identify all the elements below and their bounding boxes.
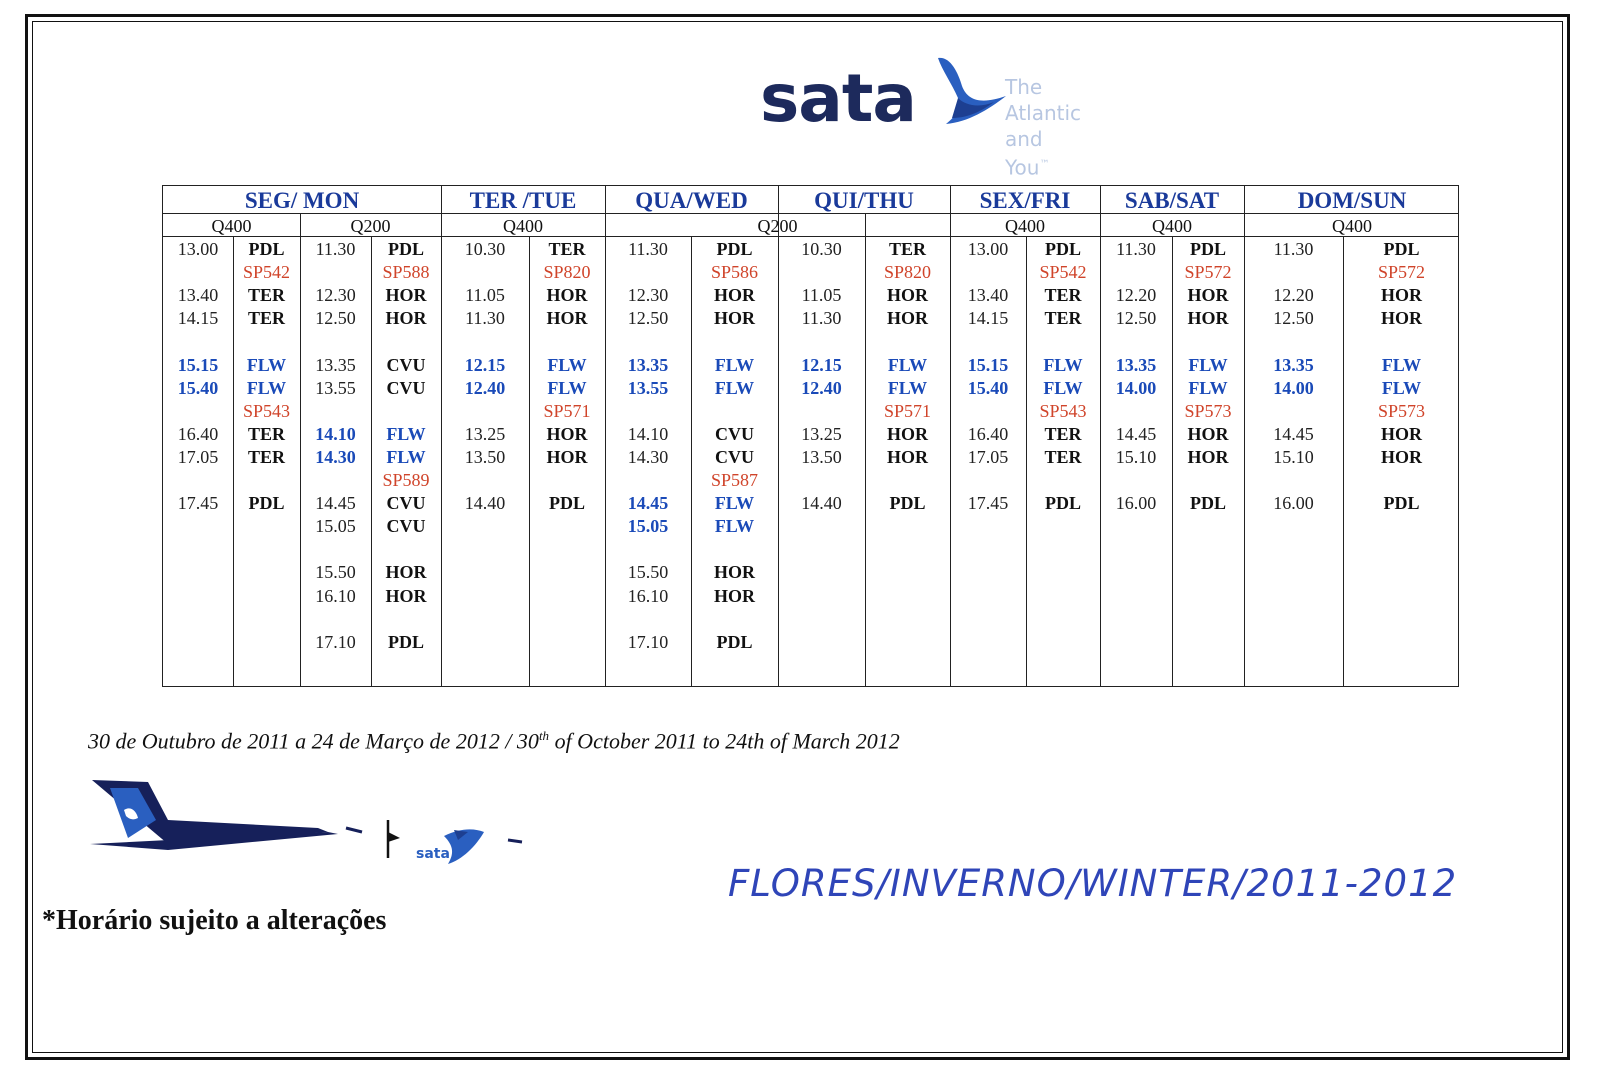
airport-code: CVU: [386, 516, 426, 537]
departure-time: 13.00: [177, 239, 219, 259]
departure-time: 13.00: [967, 239, 1009, 259]
day-header: TER /TUE: [469, 188, 577, 213]
day-header: QUI/THU: [814, 188, 914, 213]
aircraft-type: Q400: [1332, 216, 1372, 236]
departure-time: 16.10: [315, 585, 356, 606]
airport-code: FLW: [887, 354, 928, 375]
airport-code: HOR: [1187, 446, 1229, 467]
airport-code: PDL: [388, 239, 424, 259]
departure-time: 15.15: [177, 354, 219, 375]
airport-code: PDL: [388, 631, 424, 652]
airport-code: HOR: [546, 446, 588, 467]
departure-time: 11.30: [315, 239, 356, 259]
flight-number: SP542: [242, 262, 291, 283]
airport-code: TER: [247, 423, 285, 444]
airport-code: HOR: [1380, 423, 1422, 444]
departure-time: 13.55: [315, 377, 356, 398]
airport-code: PDL: [1190, 493, 1226, 514]
airport-code: FLW: [1043, 354, 1083, 375]
airport-code: HOR: [886, 446, 928, 467]
airport-code: CVU: [386, 493, 426, 514]
departure-time: 13.35: [315, 354, 356, 375]
departure-time: 14.30: [627, 446, 669, 467]
departure-time: 14.40: [801, 493, 842, 514]
airport-code: FLW: [386, 423, 426, 444]
departure-time: 12.20: [1115, 285, 1157, 306]
departure-time: 13.55: [627, 377, 669, 398]
flight-number: SP587: [710, 470, 759, 490]
departure-time: 11.30: [801, 308, 842, 329]
departure-time: 17.45: [967, 493, 1009, 514]
airport-code: HOR: [886, 308, 928, 329]
departure-time: 13.35: [1115, 354, 1157, 375]
departure-time: 11.05: [801, 285, 842, 306]
departure-time: 15.10: [1273, 446, 1314, 467]
departure-time: 12.30: [315, 285, 356, 306]
departure-time: 12.30: [627, 285, 669, 306]
departure-time: 14.00: [1115, 377, 1157, 398]
flight-number: SP588: [382, 262, 430, 283]
day-header: SAB/SAT: [1124, 188, 1220, 213]
day-header: SEX/FRI: [979, 188, 1071, 213]
departure-time: 13.35: [1273, 354, 1314, 375]
flight-number: SP820: [543, 262, 591, 283]
departure-time: 14.45: [315, 493, 356, 514]
airport-code: FLW: [1381, 354, 1422, 375]
airport-code: PDL: [549, 493, 585, 514]
departure-time: 14.45: [1115, 423, 1157, 444]
aircraft-type: Q200: [757, 216, 798, 236]
airport-code: HOR: [546, 423, 588, 444]
departure-time: 17.10: [627, 631, 669, 652]
departure-time: 10.30: [464, 239, 506, 259]
departure-time: 13.25: [464, 423, 506, 444]
departure-time: 16.00: [1115, 493, 1157, 514]
departure-time: 12.40: [801, 377, 842, 398]
airport-code: CVU: [386, 354, 426, 375]
departure-time: 15.50: [315, 562, 356, 583]
flight-number: SP572: [1184, 262, 1232, 283]
airport-code: FLW: [1043, 377, 1083, 398]
airport-code: HOR: [385, 285, 427, 306]
airport-code: HOR: [1187, 423, 1229, 444]
airport-code: HOR: [886, 423, 928, 444]
airport-code: HOR: [713, 308, 755, 329]
departure-time: 15.05: [315, 516, 356, 537]
airport-code: HOR: [385, 585, 427, 606]
airport-code: FLW: [1188, 377, 1228, 398]
departure-time: 12.15: [801, 354, 842, 375]
airport-code: FLW: [714, 493, 755, 514]
departure-time: 12.15: [464, 354, 506, 375]
airport-code: HOR: [1187, 308, 1229, 329]
airport-code: TER: [1044, 423, 1082, 444]
timetable: [162, 185, 1459, 687]
departure-time: 11.30: [1273, 239, 1314, 259]
flight-number: SP586: [710, 262, 759, 283]
airport-code: TER: [247, 285, 285, 306]
flight-number: SP589: [382, 470, 430, 490]
airport-code: PDL: [248, 239, 285, 259]
departure-time: 13.50: [464, 446, 506, 467]
airport-code: HOR: [546, 285, 588, 306]
departure-time: 12.50: [315, 308, 356, 329]
airport-code: PDL: [1045, 493, 1081, 514]
day-header: QUA/WED: [635, 188, 748, 213]
departure-time: 14.15: [177, 308, 219, 329]
tagline-line-1: The Atlantic: [1005, 75, 1082, 125]
aircraft-type: Q400: [1005, 216, 1045, 236]
airport-code: HOR: [1380, 308, 1422, 329]
departure-time: 15.40: [177, 377, 219, 398]
flight-number: SP573: [1184, 400, 1232, 421]
departure-time: 11.30: [465, 308, 505, 329]
airport-code: HOR: [713, 562, 755, 583]
tagline-line-2-text: and You: [1005, 127, 1043, 180]
logo-wordmark: sata: [760, 60, 916, 137]
schedule-change-note: *Horário sujeito a alterações: [42, 905, 387, 936]
aircraft-image: [88, 780, 538, 890]
departure-time: 12.20: [1273, 285, 1314, 306]
departure-time: 12.40: [464, 377, 506, 398]
aircraft-type: Q400: [503, 216, 543, 236]
flight-number: SP572: [1377, 262, 1426, 283]
departure-time: 17.05: [967, 446, 1009, 467]
departure-time: 17.05: [177, 446, 219, 467]
airport-code: PDL: [716, 631, 753, 652]
airport-code: TER: [888, 239, 926, 259]
aircraft-type: Q400: [211, 216, 252, 236]
validity-period: [88, 728, 900, 754]
validity-pt: 30 de Outubro de 2011 a 24 de Março de 2012 / 30: [88, 728, 539, 754]
airport-code: TER: [1044, 285, 1082, 306]
departure-time: 12.50: [1115, 308, 1157, 329]
airport-code: PDL: [1190, 239, 1226, 259]
airport-code: PDL: [1383, 239, 1420, 259]
departure-time: 16.40: [967, 423, 1009, 444]
airport-code: PDL: [889, 493, 926, 514]
departure-time: 13.35: [627, 354, 669, 375]
flight-number: SP543: [242, 400, 291, 421]
airport-code: FLW: [547, 377, 587, 398]
flight-number: SP571: [543, 400, 591, 421]
airport-code: CVU: [715, 446, 754, 467]
departure-time: 11.05: [465, 285, 505, 306]
departure-time: 13.40: [967, 285, 1009, 306]
airport-code: HOR: [1380, 446, 1422, 467]
day-header: DOM/SUN: [1297, 188, 1407, 213]
plane-logo-text: sata: [416, 846, 450, 862]
departure-time: 14.10: [627, 423, 669, 444]
departure-time: 15.40: [967, 377, 1009, 398]
airport-code: HOR: [713, 585, 755, 606]
departure-time: 14.15: [967, 308, 1009, 329]
aircraft-type: Q200: [350, 216, 391, 236]
airport-code: CVU: [715, 423, 754, 444]
departure-time: 17.10: [315, 631, 356, 652]
departure-time: 16.10: [627, 585, 669, 606]
departure-time: 13.50: [801, 446, 842, 467]
airport-code: TER: [1044, 308, 1082, 329]
logo-tagline: [1005, 74, 1081, 181]
departure-time: 12.50: [1273, 308, 1314, 329]
departure-time: 11.30: [628, 239, 668, 259]
airport-code: FLW: [1381, 377, 1422, 398]
trademark-mark: ™: [1039, 159, 1050, 170]
airport-code: HOR: [886, 285, 928, 306]
airport-code: PDL: [1383, 493, 1420, 514]
departure-time: 14.30: [315, 446, 356, 467]
aircraft-type: Q400: [1152, 216, 1192, 236]
airport-code: PDL: [716, 239, 753, 259]
tagline-line-2: [1005, 126, 1081, 181]
departure-time: 17.45: [177, 493, 219, 514]
flight-number: SP542: [1039, 262, 1087, 283]
airport-code: FLW: [714, 377, 755, 398]
airport-code: TER: [1044, 446, 1082, 467]
validity-en: of October 2011 to 24th of March 2012: [549, 728, 900, 754]
departure-time: 16.00: [1273, 493, 1314, 514]
departure-time: 14.45: [627, 493, 669, 514]
airport-code: FLW: [547, 354, 587, 375]
departure-time: 15.15: [967, 354, 1009, 375]
airport-code: FLW: [246, 377, 287, 398]
departure-time: 14.00: [1273, 377, 1314, 398]
flight-number: SP571: [883, 400, 932, 421]
airport-code: FLW: [887, 377, 928, 398]
airport-code: FLW: [246, 354, 287, 375]
departure-time: 11.30: [1116, 239, 1156, 259]
airport-code: PDL: [248, 493, 285, 514]
airport-code: HOR: [713, 285, 755, 306]
flight-number: SP573: [1377, 400, 1426, 421]
airport-code: HOR: [1187, 285, 1229, 306]
airport-code: TER: [247, 308, 285, 329]
airport-code: TER: [247, 446, 285, 467]
departure-time: 13.40: [177, 285, 219, 306]
season-title: FLORES/INVERNO/WINTER/2011-2012: [728, 862, 1458, 905]
validity-sup: th: [538, 728, 550, 743]
departure-time: 14.10: [315, 423, 356, 444]
airport-code: HOR: [1380, 285, 1422, 306]
day-header: SEG/ MON: [244, 188, 360, 213]
departure-time: 14.40: [464, 493, 506, 514]
airport-code: PDL: [1045, 239, 1081, 259]
flight-number: SP820: [883, 262, 932, 283]
airport-code: HOR: [385, 562, 427, 583]
airport-code: FLW: [714, 516, 755, 537]
departure-time: 15.05: [627, 516, 669, 537]
bird-icon: [928, 52, 1008, 127]
departure-time: 13.25: [801, 423, 842, 444]
departure-time: 15.50: [627, 562, 669, 583]
airport-code: HOR: [546, 308, 588, 329]
airport-code: CVU: [386, 377, 426, 398]
departure-time: 15.10: [1115, 446, 1157, 467]
airport-code: FLW: [386, 446, 426, 467]
airport-code: FLW: [1188, 354, 1228, 375]
airport-code: FLW: [714, 354, 755, 375]
departure-time: 16.40: [177, 423, 219, 444]
departure-time: 12.50: [627, 308, 669, 329]
flight-number: SP543: [1039, 400, 1087, 421]
airport-code: HOR: [385, 308, 427, 329]
departure-time: 14.45: [1273, 423, 1314, 444]
departure-time: 10.30: [801, 239, 842, 259]
airport-code: TER: [548, 239, 586, 259]
